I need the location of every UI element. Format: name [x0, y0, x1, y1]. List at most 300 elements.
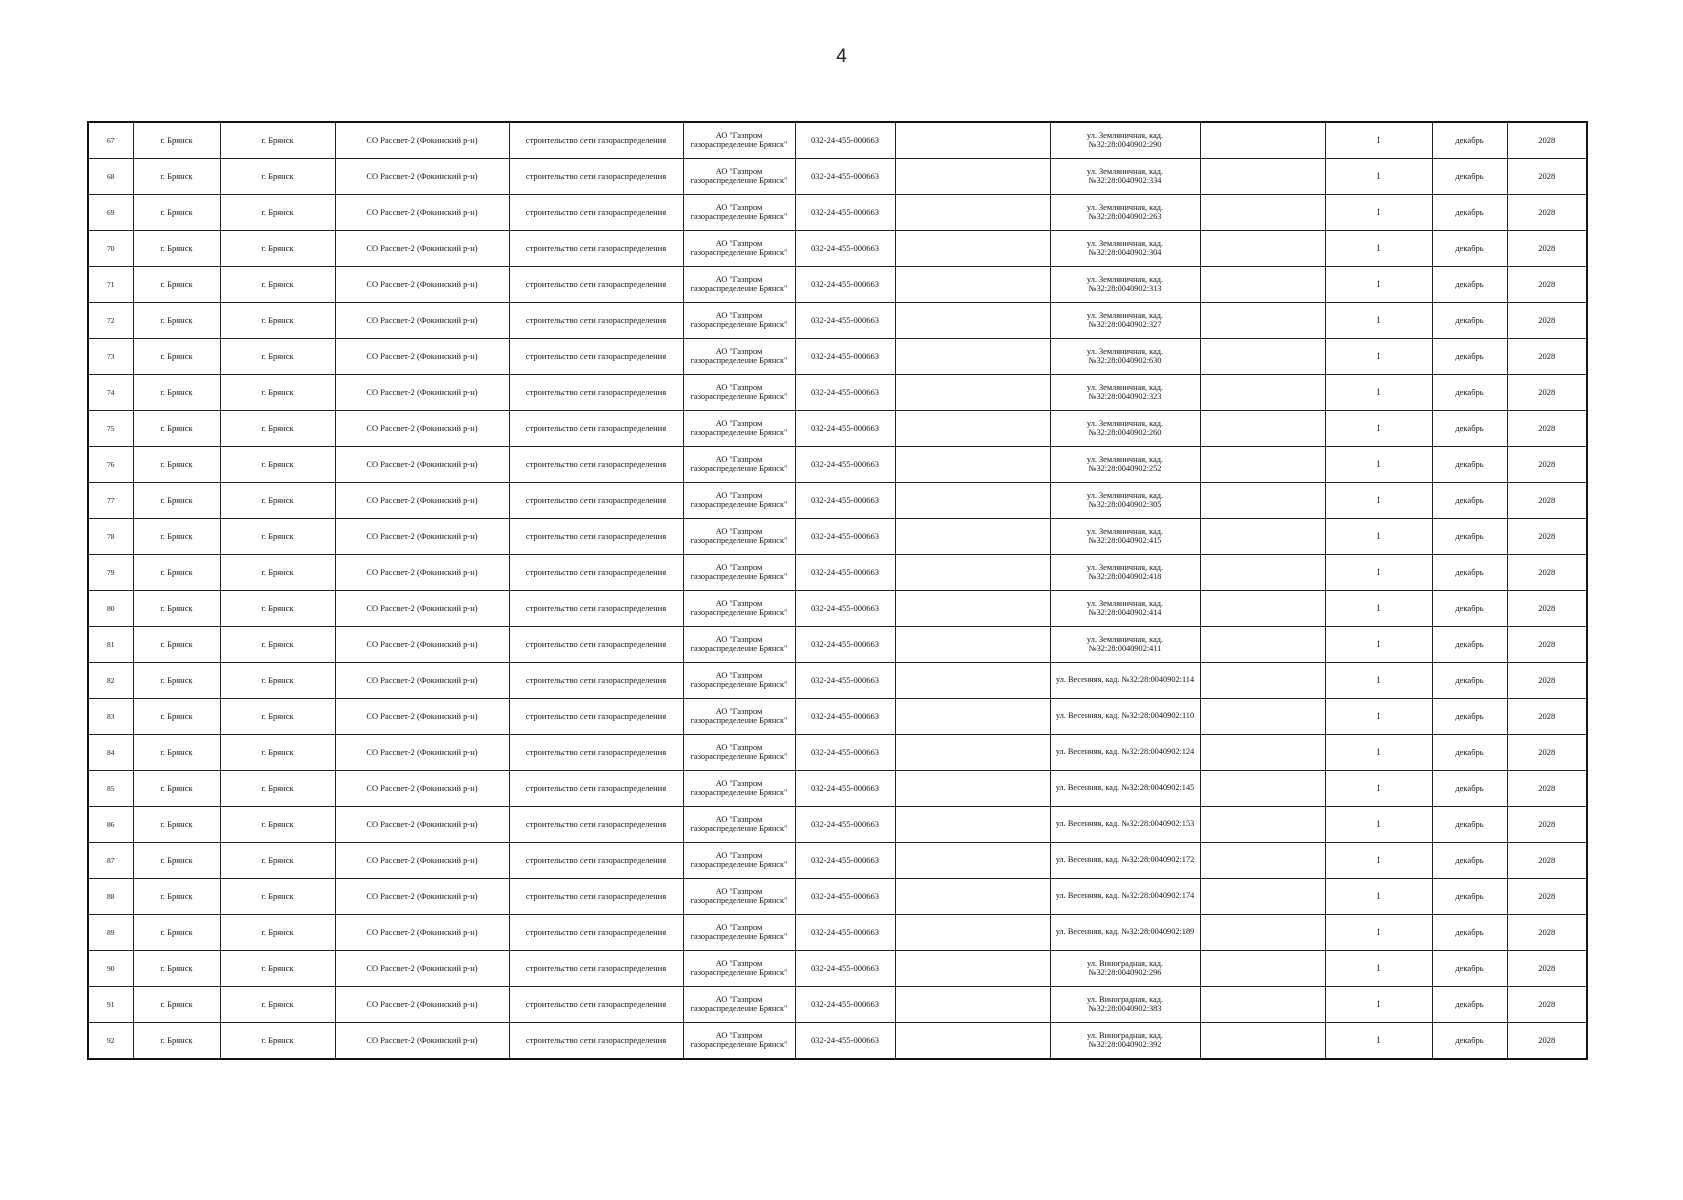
- year-cell: 2028: [1507, 735, 1587, 771]
- object-cell: СО Рассвет-2 (Фокинский р-н): [335, 555, 509, 591]
- quantity-cell: 1: [1325, 987, 1432, 1023]
- registry-number-cell: 032-24-455-000663: [795, 447, 895, 483]
- table-row: [88, 699, 1587, 735]
- year-cell: 2028: [1507, 771, 1587, 807]
- year-cell: 2028: [1507, 303, 1587, 339]
- district-cell: г. Брянск: [133, 807, 220, 843]
- work-type-cell: строительство сети газораспределения: [509, 195, 683, 231]
- registry-number-cell: 032-24-455-000663: [795, 555, 895, 591]
- district-cell: г. Брянск: [133, 1023, 220, 1060]
- work-type-cell: строительство сети газораспределения: [509, 951, 683, 987]
- year-cell: 2028: [1507, 483, 1587, 519]
- object-cell: СО Рассвет-2 (Фокинский р-н): [335, 987, 509, 1023]
- settlement-cell: г. Брянск: [220, 663, 335, 699]
- year-cell: 2028: [1507, 267, 1587, 303]
- address-cell: ул. Земляничная, кад. №32:28:0040902:327: [1050, 303, 1200, 339]
- settlement-cell: г. Брянск: [220, 843, 335, 879]
- year-cell: 2028: [1507, 555, 1587, 591]
- empty-cell: [1200, 951, 1325, 987]
- settlement-cell: г. Брянск: [220, 915, 335, 951]
- quantity-cell: 1: [1325, 483, 1432, 519]
- table-row: [88, 843, 1587, 879]
- district-cell: г. Брянск: [133, 231, 220, 267]
- object-cell: СО Рассвет-2 (Фокинский р-н): [335, 122, 509, 159]
- registry-number-cell: 032-24-455-000663: [795, 843, 895, 879]
- empty-cell: [1200, 663, 1325, 699]
- object-cell: СО Рассвет-2 (Фокинский р-н): [335, 267, 509, 303]
- district-cell: г. Брянск: [133, 339, 220, 375]
- registry-number-cell: 032-24-455-000663: [795, 879, 895, 915]
- address-cell: ул. Весенняя, кад. №32:28:0040902:110: [1050, 699, 1200, 735]
- work-type-cell: строительство сети газораспределения: [509, 843, 683, 879]
- district-cell: г. Брянск: [133, 627, 220, 663]
- object-cell: СО Рассвет-2 (Фокинский р-н): [335, 375, 509, 411]
- month-cell: декабрь: [1432, 231, 1507, 267]
- work-type-cell: строительство сети газораспределения: [509, 915, 683, 951]
- year-cell: 2028: [1507, 339, 1587, 375]
- empty-cell: [895, 411, 1050, 447]
- year-cell: 2028: [1507, 375, 1587, 411]
- organization-cell: АО "Газпром газораспределение Брянск": [683, 735, 795, 771]
- row-number-cell: 84: [88, 735, 133, 771]
- row-number-cell: 80: [88, 591, 133, 627]
- address-cell: ул. Земляничная, кад. №32:28:0040902:290: [1050, 122, 1200, 159]
- quantity-cell: 1: [1325, 771, 1432, 807]
- registry-number-cell: 032-24-455-000663: [795, 303, 895, 339]
- gas-network-table: [87, 121, 1588, 1060]
- quantity-cell: 1: [1325, 735, 1432, 771]
- row-number-cell: 73: [88, 339, 133, 375]
- registry-number-cell: 032-24-455-000663: [795, 591, 895, 627]
- work-type-cell: строительство сети газораспределения: [509, 879, 683, 915]
- district-cell: г. Брянск: [133, 411, 220, 447]
- settlement-cell: г. Брянск: [220, 555, 335, 591]
- month-cell: декабрь: [1432, 951, 1507, 987]
- address-cell: ул. Земляничная, кад. №32:28:0040902:415: [1050, 519, 1200, 555]
- object-cell: СО Рассвет-2 (Фокинский р-н): [335, 807, 509, 843]
- address-cell: ул. Весенняя, кад. №32:28:0040902:189: [1050, 915, 1200, 951]
- address-cell: ул. Виноградная, кад. №32:28:0040902:392: [1050, 1023, 1200, 1060]
- month-cell: декабрь: [1432, 303, 1507, 339]
- quantity-cell: 1: [1325, 195, 1432, 231]
- quantity-cell: 1: [1325, 375, 1432, 411]
- organization-cell: АО "Газпром газораспределение Брянск": [683, 879, 795, 915]
- organization-cell: АО "Газпром газораспределение Брянск": [683, 915, 795, 951]
- district-cell: г. Брянск: [133, 303, 220, 339]
- row-number-cell: 90: [88, 951, 133, 987]
- table-row: [88, 159, 1587, 195]
- address-cell: ул. Земляничная, кад. №32:28:0040902:263: [1050, 195, 1200, 231]
- address-cell: ул. Весенняя, кад. №32:28:0040902:114: [1050, 663, 1200, 699]
- month-cell: декабрь: [1432, 987, 1507, 1023]
- object-cell: СО Рассвет-2 (Фокинский р-н): [335, 303, 509, 339]
- year-cell: 2028: [1507, 122, 1587, 159]
- registry-number-cell: 032-24-455-000663: [795, 915, 895, 951]
- address-cell: ул. Весенняя, кад. №32:28:0040902:174: [1050, 879, 1200, 915]
- month-cell: декабрь: [1432, 699, 1507, 735]
- row-number-cell: 75: [88, 411, 133, 447]
- address-cell: ул. Земляничная, кад. №32:28:0040902:304: [1050, 231, 1200, 267]
- year-cell: 2028: [1507, 879, 1587, 915]
- empty-cell: [895, 879, 1050, 915]
- year-cell: 2028: [1507, 195, 1587, 231]
- year-cell: 2028: [1507, 519, 1587, 555]
- work-type-cell: строительство сети газораспределения: [509, 339, 683, 375]
- empty-cell: [895, 339, 1050, 375]
- row-number-cell: 72: [88, 303, 133, 339]
- organization-cell: АО "Газпром газораспределение Брянск": [683, 375, 795, 411]
- object-cell: СО Рассвет-2 (Фокинский р-н): [335, 843, 509, 879]
- quantity-cell: 1: [1325, 339, 1432, 375]
- registry-number-cell: 032-24-455-000663: [795, 735, 895, 771]
- table-row: [88, 663, 1587, 699]
- row-number-cell: 83: [88, 699, 133, 735]
- year-cell: 2028: [1507, 663, 1587, 699]
- row-number-cell: 92: [88, 1023, 133, 1060]
- row-number-cell: 86: [88, 807, 133, 843]
- registry-number-cell: 032-24-455-000663: [795, 987, 895, 1023]
- year-cell: 2028: [1507, 951, 1587, 987]
- table-row: [88, 915, 1587, 951]
- table-row: [88, 591, 1587, 627]
- object-cell: СО Рассвет-2 (Фокинский р-н): [335, 519, 509, 555]
- object-cell: СО Рассвет-2 (Фокинский р-н): [335, 447, 509, 483]
- object-cell: СО Рассвет-2 (Фокинский р-н): [335, 951, 509, 987]
- row-number-cell: 69: [88, 195, 133, 231]
- address-cell: ул. Земляничная, кад. №32:28:0040902:418: [1050, 555, 1200, 591]
- district-cell: г. Брянск: [133, 483, 220, 519]
- year-cell: 2028: [1507, 447, 1587, 483]
- empty-cell: [895, 987, 1050, 1023]
- page-number: 4: [836, 46, 847, 67]
- object-cell: СО Рассвет-2 (Фокинский р-н): [335, 627, 509, 663]
- year-cell: 2028: [1507, 699, 1587, 735]
- object-cell: СО Рассвет-2 (Фокинский р-н): [335, 663, 509, 699]
- empty-cell: [895, 591, 1050, 627]
- quantity-cell: 1: [1325, 879, 1432, 915]
- object-cell: СО Рассвет-2 (Фокинский р-н): [335, 1023, 509, 1060]
- work-type-cell: строительство сети газораспределения: [509, 122, 683, 159]
- address-cell: ул. Земляничная, кад. №32:28:0040902:334: [1050, 159, 1200, 195]
- empty-cell: [895, 555, 1050, 591]
- settlement-cell: г. Брянск: [220, 411, 335, 447]
- quantity-cell: 1: [1325, 555, 1432, 591]
- organization-cell: АО "Газпром газораспределение Брянск": [683, 1023, 795, 1060]
- month-cell: декабрь: [1432, 663, 1507, 699]
- table-row: [88, 951, 1587, 987]
- empty-cell: [895, 519, 1050, 555]
- work-type-cell: строительство сети газораспределения: [509, 555, 683, 591]
- empty-cell: [895, 375, 1050, 411]
- object-cell: СО Рассвет-2 (Фокинский р-н): [335, 591, 509, 627]
- registry-number-cell: 032-24-455-000663: [795, 339, 895, 375]
- district-cell: г. Брянск: [133, 519, 220, 555]
- registry-number-cell: 032-24-455-000663: [795, 663, 895, 699]
- organization-cell: АО "Газпром газораспределение Брянск": [683, 951, 795, 987]
- empty-cell: [895, 1023, 1050, 1060]
- table-row: [88, 231, 1587, 267]
- district-cell: г. Брянск: [133, 771, 220, 807]
- quantity-cell: 1: [1325, 447, 1432, 483]
- empty-cell: [1200, 591, 1325, 627]
- address-cell: ул. Земляничная, кад. №32:28:0040902:260: [1050, 411, 1200, 447]
- month-cell: декабрь: [1432, 771, 1507, 807]
- district-cell: г. Брянск: [133, 915, 220, 951]
- address-cell: ул. Земляничная, кад. №32:28:0040902:411: [1050, 627, 1200, 663]
- empty-cell: [1200, 879, 1325, 915]
- empty-cell: [895, 843, 1050, 879]
- object-cell: СО Рассвет-2 (Фокинский р-н): [335, 915, 509, 951]
- quantity-cell: 1: [1325, 122, 1432, 159]
- row-number-cell: 78: [88, 519, 133, 555]
- registry-number-cell: 032-24-455-000663: [795, 483, 895, 519]
- settlement-cell: г. Брянск: [220, 159, 335, 195]
- object-cell: СО Рассвет-2 (Фокинский р-н): [335, 339, 509, 375]
- work-type-cell: строительство сети газораспределения: [509, 663, 683, 699]
- work-type-cell: строительство сети газораспределения: [509, 375, 683, 411]
- work-type-cell: строительство сети газораспределения: [509, 303, 683, 339]
- settlement-cell: г. Брянск: [220, 771, 335, 807]
- empty-cell: [1200, 231, 1325, 267]
- empty-cell: [1200, 122, 1325, 159]
- address-cell: ул. Земляничная, кад. №32:28:0040902:323: [1050, 375, 1200, 411]
- empty-cell: [1200, 339, 1325, 375]
- object-cell: СО Рассвет-2 (Фокинский р-н): [335, 483, 509, 519]
- table-row: [88, 1023, 1587, 1060]
- organization-cell: АО "Газпром газораспределение Брянск": [683, 122, 795, 159]
- month-cell: декабрь: [1432, 411, 1507, 447]
- work-type-cell: строительство сети газораспределения: [509, 411, 683, 447]
- row-number-cell: 81: [88, 627, 133, 663]
- settlement-cell: г. Брянск: [220, 483, 335, 519]
- empty-cell: [895, 483, 1050, 519]
- empty-cell: [1200, 843, 1325, 879]
- district-cell: г. Брянск: [133, 447, 220, 483]
- settlement-cell: г. Брянск: [220, 519, 335, 555]
- row-number-cell: 79: [88, 555, 133, 591]
- district-cell: г. Брянск: [133, 951, 220, 987]
- quantity-cell: 1: [1325, 303, 1432, 339]
- object-cell: СО Рассвет-2 (Фокинский р-н): [335, 195, 509, 231]
- empty-cell: [1200, 627, 1325, 663]
- settlement-cell: г. Брянск: [220, 195, 335, 231]
- month-cell: декабрь: [1432, 122, 1507, 159]
- object-cell: СО Рассвет-2 (Фокинский р-н): [335, 879, 509, 915]
- quantity-cell: 1: [1325, 699, 1432, 735]
- registry-number-cell: 032-24-455-000663: [795, 807, 895, 843]
- row-number-cell: 67: [88, 122, 133, 159]
- organization-cell: АО "Газпром газораспределение Брянск": [683, 627, 795, 663]
- table-row: [88, 447, 1587, 483]
- object-cell: СО Рассвет-2 (Фокинский р-н): [335, 771, 509, 807]
- empty-cell: [1200, 1023, 1325, 1060]
- registry-number-cell: 032-24-455-000663: [795, 195, 895, 231]
- settlement-cell: г. Брянск: [220, 951, 335, 987]
- empty-cell: [895, 231, 1050, 267]
- empty-cell: [895, 627, 1050, 663]
- month-cell: декабрь: [1432, 915, 1507, 951]
- district-cell: г. Брянск: [133, 122, 220, 159]
- month-cell: декабрь: [1432, 339, 1507, 375]
- organization-cell: АО "Газпром газораспределение Брянск": [683, 447, 795, 483]
- work-type-cell: строительство сети газораспределения: [509, 987, 683, 1023]
- registry-number-cell: 032-24-455-000663: [795, 951, 895, 987]
- row-number-cell: 91: [88, 987, 133, 1023]
- address-cell: ул. Виноградная, кад. №32:28:0040902:296: [1050, 951, 1200, 987]
- table-row: [88, 519, 1587, 555]
- district-cell: г. Брянск: [133, 843, 220, 879]
- district-cell: г. Брянск: [133, 879, 220, 915]
- year-cell: 2028: [1507, 591, 1587, 627]
- month-cell: декабрь: [1432, 267, 1507, 303]
- quantity-cell: 1: [1325, 159, 1432, 195]
- row-number-cell: 87: [88, 843, 133, 879]
- work-type-cell: строительство сети газораспределения: [509, 231, 683, 267]
- quantity-cell: 1: [1325, 519, 1432, 555]
- row-number-cell: 88: [88, 879, 133, 915]
- empty-cell: [1200, 267, 1325, 303]
- work-type-cell: строительство сети газораспределения: [509, 483, 683, 519]
- empty-cell: [895, 807, 1050, 843]
- quantity-cell: 1: [1325, 411, 1432, 447]
- row-number-cell: 68: [88, 159, 133, 195]
- table-body: [88, 122, 1587, 1059]
- settlement-cell: г. Брянск: [220, 375, 335, 411]
- object-cell: СО Рассвет-2 (Фокинский р-н): [335, 231, 509, 267]
- settlement-cell: г. Брянск: [220, 699, 335, 735]
- empty-cell: [895, 122, 1050, 159]
- organization-cell: АО "Газпром газораспределение Брянск": [683, 303, 795, 339]
- district-cell: г. Брянск: [133, 195, 220, 231]
- year-cell: 2028: [1507, 843, 1587, 879]
- organization-cell: АО "Газпром газораспределение Брянск": [683, 339, 795, 375]
- district-cell: г. Брянск: [133, 555, 220, 591]
- empty-cell: [895, 159, 1050, 195]
- month-cell: декабрь: [1432, 447, 1507, 483]
- quantity-cell: 1: [1325, 1023, 1432, 1060]
- organization-cell: АО "Газпром газораспределение Брянск": [683, 699, 795, 735]
- district-cell: г. Брянск: [133, 267, 220, 303]
- empty-cell: [1200, 483, 1325, 519]
- row-number-cell: 74: [88, 375, 133, 411]
- registry-number-cell: 032-24-455-000663: [795, 231, 895, 267]
- table-row: [88, 879, 1587, 915]
- year-cell: 2028: [1507, 231, 1587, 267]
- organization-cell: АО "Газпром газораспределение Брянск": [683, 987, 795, 1023]
- address-cell: ул. Земляничная, кад. №32:28:0040902:305: [1050, 483, 1200, 519]
- district-cell: г. Брянск: [133, 375, 220, 411]
- year-cell: 2028: [1507, 159, 1587, 195]
- empty-cell: [1200, 771, 1325, 807]
- address-cell: ул. Виноградная, кад. №32:28:0040902:383: [1050, 987, 1200, 1023]
- year-cell: 2028: [1507, 411, 1587, 447]
- object-cell: СО Рассвет-2 (Фокинский р-н): [335, 735, 509, 771]
- empty-cell: [1200, 807, 1325, 843]
- address-cell: ул. Весенняя, кад. №32:28:0040902:172: [1050, 843, 1200, 879]
- quantity-cell: 1: [1325, 663, 1432, 699]
- settlement-cell: г. Брянск: [220, 1023, 335, 1060]
- settlement-cell: г. Брянск: [220, 627, 335, 663]
- table-row: [88, 122, 1587, 159]
- table-row: [88, 195, 1587, 231]
- month-cell: декабрь: [1432, 519, 1507, 555]
- settlement-cell: г. Брянск: [220, 735, 335, 771]
- registry-number-cell: 032-24-455-000663: [795, 159, 895, 195]
- settlement-cell: г. Брянск: [220, 231, 335, 267]
- organization-cell: АО "Газпром газораспределение Брянск": [683, 159, 795, 195]
- organization-cell: АО "Газпром газораспределение Брянск": [683, 591, 795, 627]
- table-row: [88, 987, 1587, 1023]
- empty-cell: [1200, 915, 1325, 951]
- quantity-cell: 1: [1325, 591, 1432, 627]
- organization-cell: АО "Газпром газораспределение Брянск": [683, 771, 795, 807]
- empty-cell: [1200, 699, 1325, 735]
- row-number-cell: 77: [88, 483, 133, 519]
- registry-number-cell: 032-24-455-000663: [795, 699, 895, 735]
- table-row: [88, 771, 1587, 807]
- year-cell: 2028: [1507, 807, 1587, 843]
- month-cell: декабрь: [1432, 483, 1507, 519]
- address-cell: ул. Весенняя, кад. №32:28:0040902:124: [1050, 735, 1200, 771]
- district-cell: г. Брянск: [133, 591, 220, 627]
- row-number-cell: 89: [88, 915, 133, 951]
- address-cell: ул. Земляничная, кад. №32:28:0040902:630: [1050, 339, 1200, 375]
- address-cell: ул. Весенняя, кад. №32:28:0040902:153: [1050, 807, 1200, 843]
- organization-cell: АО "Газпром газораспределение Брянск": [683, 807, 795, 843]
- table-row: [88, 303, 1587, 339]
- empty-cell: [1200, 735, 1325, 771]
- district-cell: г. Брянск: [133, 987, 220, 1023]
- organization-cell: АО "Газпром газораспределение Брянск": [683, 483, 795, 519]
- row-number-cell: 85: [88, 771, 133, 807]
- empty-cell: [1200, 411, 1325, 447]
- month-cell: декабрь: [1432, 1023, 1507, 1060]
- empty-cell: [1200, 303, 1325, 339]
- month-cell: декабрь: [1432, 735, 1507, 771]
- organization-cell: АО "Газпром газораспределение Брянск": [683, 519, 795, 555]
- empty-cell: [895, 699, 1050, 735]
- settlement-cell: г. Брянск: [220, 807, 335, 843]
- quantity-cell: 1: [1325, 807, 1432, 843]
- district-cell: г. Брянск: [133, 735, 220, 771]
- registry-number-cell: 032-24-455-000663: [795, 375, 895, 411]
- table-row: [88, 627, 1587, 663]
- work-type-cell: строительство сети газораспределения: [509, 591, 683, 627]
- row-number-cell: 82: [88, 663, 133, 699]
- work-type-cell: строительство сети газораспределения: [509, 771, 683, 807]
- settlement-cell: г. Брянск: [220, 303, 335, 339]
- month-cell: декабрь: [1432, 843, 1507, 879]
- empty-cell: [895, 951, 1050, 987]
- settlement-cell: г. Брянск: [220, 267, 335, 303]
- work-type-cell: строительство сети газораспределения: [509, 519, 683, 555]
- year-cell: 2028: [1507, 1023, 1587, 1060]
- month-cell: декабрь: [1432, 159, 1507, 195]
- empty-cell: [1200, 159, 1325, 195]
- organization-cell: АО "Газпром газораспределение Брянск": [683, 231, 795, 267]
- district-cell: г. Брянск: [133, 699, 220, 735]
- registry-number-cell: 032-24-455-000663: [795, 411, 895, 447]
- table-row: [88, 339, 1587, 375]
- address-cell: ул. Земляничная, кад. №32:28:0040902:414: [1050, 591, 1200, 627]
- table-row: [88, 411, 1587, 447]
- work-type-cell: строительство сети газораспределения: [509, 735, 683, 771]
- year-cell: 2028: [1507, 915, 1587, 951]
- organization-cell: АО "Газпром газораспределение Брянск": [683, 555, 795, 591]
- work-type-cell: строительство сети газораспределения: [509, 267, 683, 303]
- empty-cell: [1200, 987, 1325, 1023]
- quantity-cell: 1: [1325, 231, 1432, 267]
